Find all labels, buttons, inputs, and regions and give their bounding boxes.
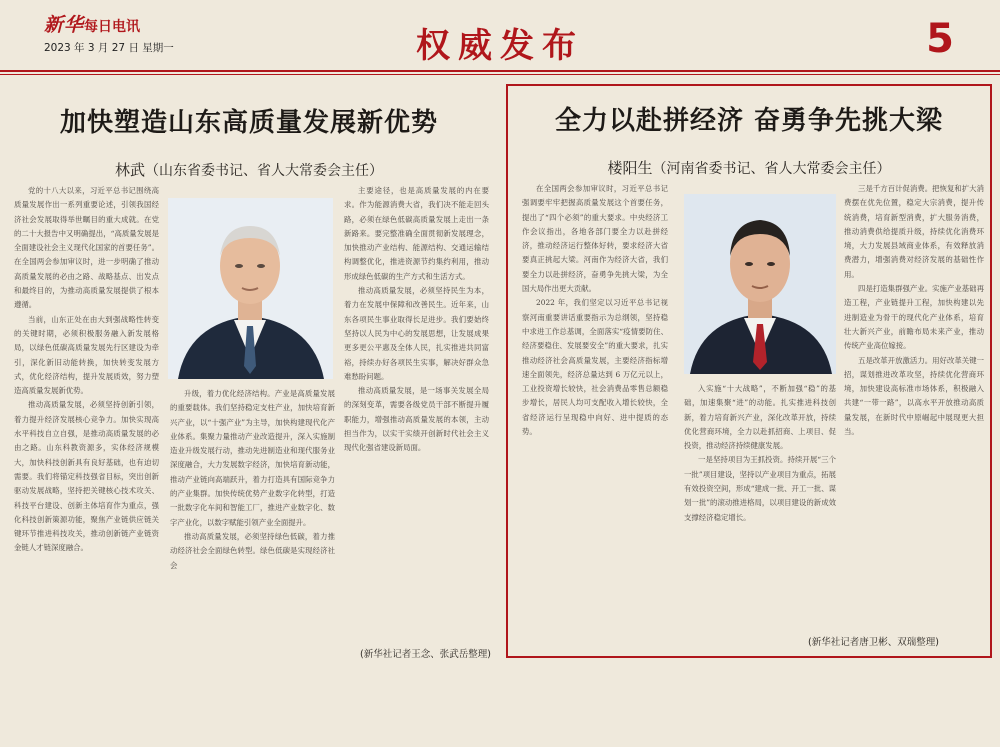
paragraph: 在全国两会参加审议时，习近平总书记强调要牢牢把握高质量发展这个首要任务，提出了“四个必须”的重大要求。中央经济工作会议指出，各地各部门要全力以赴拼经济，推动经济运行整体好转，要求经济大省要真正挑起大梁。河南作为经济大省，我们要全力以赴拼经济，奋勇争先挑大梁，为全国大局作出更大贡献。 (522, 184, 668, 294)
paragraph: 三是千方百计促消费。把恢复和扩大消费摆在优先位置，稳定大宗消费，提升传统消费，培育新型消费，扩大服务消费，推动消费供给提质升级，持续优化消费环境，大力发展县域商业体系，有效释放消费潜力，增强消费对经济发展的基础性作用。 (844, 184, 984, 279)
right-byline (508, 157, 990, 178)
logo-subtitle: 每日电讯 (84, 19, 141, 35)
left-column-1 (14, 184, 159, 744)
right-headline: 全力以赴拼经济 奋勇争先挑大梁 (554, 106, 944, 136)
paragraph: 2022 年，我们坚定以习近平总书记视察河南重要讲话重要指示为总纲领，坚持稳中求进工作总基调，全面落实“疫情要防住、经济要稳住、发展要安全”的重大要求，扎实推动经济社会高质量发展，主要经济指标增速全面领先，经济总量达到 6 万亿元以上，工业投资增长较快，社会消费品零售总额稳步增长，居民人均可支配收入增长较快，全省经济运行呈现稳中向好、进中提质的态势。 (522, 298, 668, 437)
header-rule (0, 70, 1000, 72)
paragraph: 推动高质量发展，必须坚持民生为本，着力在发展中保障和改善民生。近年来，山东各项民生事业取得长足进步。我们要始终坚持以人民为中心的发展思想，让发展成果更多更公平惠及全体人民，扎实推进共同富裕，持续办好各项民生实事，解决好群众急难愁盼问题。 (344, 286, 489, 381)
paragraph: 一是坚持项目为王抓投资。持续开展“三个一批”项目建设，坚持以产业项目为重点，拓展有效投资空间，形成“建成一批、开工一批、谋划一批”的滚动推进格局，以项目建设的新成效支撑经济稳定增长。 (684, 455, 836, 522)
left-headline: 加快塑造山东高质量发展新优势 (59, 108, 438, 138)
paragraph: 主要途径，也是高质量发展的内在要求。作为能源消费大省，我们决不能走回头路，必须在绿色低碳高质量发展上走出一条新路来。要完整准确全面贯彻新发展理念，加快推动产业结构、能源结构、交通运输结构调整优化，推进资源节约集约利用，推动形成绿色低碳的生产方式和生活方式。 (344, 186, 489, 281)
paragraph: 当前，山东正处在由大到强战略性转变的关键时期，必须积极服务融入新发展格局，以绿色低碳高质量发展先行区建设为牵引，深化新旧动能转换，加快转变发展方式，优化经济结构，提升发展质效，努力塑造高质量发展新优势。 (14, 314, 159, 396)
left-credit: (新华社记者王念、张武岳整理) (360, 649, 491, 660)
paragraph: 入实施“十大战略”，不断加强“稳”的基础，加速集聚“进”的动能。扎实推进科技创新，着力培育新兴产业，深化改革开放，持续优化营商环境，全力以赴抓招商、上项目、促投资，推动经济持续健康发展。 (684, 384, 836, 451)
left-author: 林武 (114, 161, 145, 179)
right-credit: (新华社记者唐卫彬、双瑞整理) (808, 637, 939, 648)
page-number: 5 (926, 16, 954, 62)
right-column-3 (844, 182, 984, 642)
left-portrait-photo (168, 198, 333, 379)
portrait-man-icon (168, 198, 333, 379)
left-column-3 (344, 184, 489, 714)
left-article (0, 84, 498, 658)
left-author-role: （山东省委书记、省人大常委会主任） (145, 163, 383, 179)
paragraph: 四是打造集群强产业。实施产业基础再造工程，产业链提升工程，加快构建以先进制造业为骨干的现代化产业体系，培育壮大新兴产业，前瞻布局未来产业，推动传统产业高位嫁接。 (844, 284, 984, 351)
portrait-man-icon (684, 194, 836, 374)
paragraph: 推动高质量发展，是一场事关发展全局的深刻变革，需要各级党员干部不断提升履职能力，增强推动高质量发展的本领，主动担当作为，以实干实绩开创新时代社会主义现代化强省建设新局面。 (344, 386, 489, 453)
issue-date: 2023 年 3 月 27 日 星期一 (44, 42, 174, 54)
header-rule-thin (0, 74, 1000, 75)
right-column-2 (684, 382, 836, 622)
right-author: 楼阳生 (607, 159, 653, 177)
masthead (0, 0, 1000, 84)
paragraph: 五是改革开放激活力。用好改革关键一招，谋划推进改革攻坚，持续优化营商环境，加快建设高标准市场体系，积极融入共建“一带一路”，以高水平开放推动高质量发展，在新时代中原崛起中展现更大担当。 (844, 355, 984, 437)
right-column-1 (522, 182, 668, 652)
paragraph: 推动高质量发展，必须坚持绿色低碳，着力推动经济社会全面绿色转型。绿色低碳是实现经济社会 (170, 531, 335, 570)
paragraph: 党的十八大以来，习近平总书记围绕高质量发展作出一系列重要论述，引领我国经济社会发展取得举世瞩目的重大成就。在党的二十大报告中又明确提出，“高质量发展是全面建设社会主义现代化国家的首要任务”。在全国两会参加审议时，进一步明确了推动高质量发展的必由之路、战略基点、出发点和最终目的，为推动高质量发展提供了根本遵循。 (14, 186, 159, 310)
right-portrait-photo (684, 194, 836, 374)
right-article (506, 84, 992, 658)
left-column-2 (170, 387, 335, 747)
paragraph: 推动高质量发展，必须坚持创新引领，着力提升经济发展核心竞争力。加快实现高水平科技自立自强，是推动高质量发展的必由之路。山东科教资源多，实体经济规模大，加快科技创新具有良好基础，也有迫切需要。我们将锚定科技强省目标，突出创新驱动发展战略，坚持把关键核心技术攻关、科技平台建设、创新主体培育作为重点，强化科技创新策源功能，聚焦产业链供应链关键环节推进科技攻关，推动创新链产业链资金链人才链深度融合。 (14, 400, 159, 553)
paragraph: 升级，着力优化经济结构。产业是高质量发展的重要载体。我们坚持稳定支柱产业，加快培育新兴产业，以“十强产业”为主导，加快构建现代化产业体系。集聚力量推动产业改造提升，深入实施制造业升级发展行动，推动先进制造业和现代服务业深度融合，大力发展数字经济，加快培育新动能，推动产业链向高端跃升，着力打造具有国际竞争力的产业集群。加快传统优势产业数字化转型，打造一批数字化车间和智能工厂，推进产业数字化、数字产业化，以数字赋能引领产业全面提升。 (170, 389, 335, 527)
logo-text: 新华 (44, 14, 85, 36)
left-byline (0, 159, 498, 180)
section-title: 权威发布 (416, 26, 584, 66)
right-author-role: （河南省委书记、省人大常委会主任） (652, 161, 891, 177)
